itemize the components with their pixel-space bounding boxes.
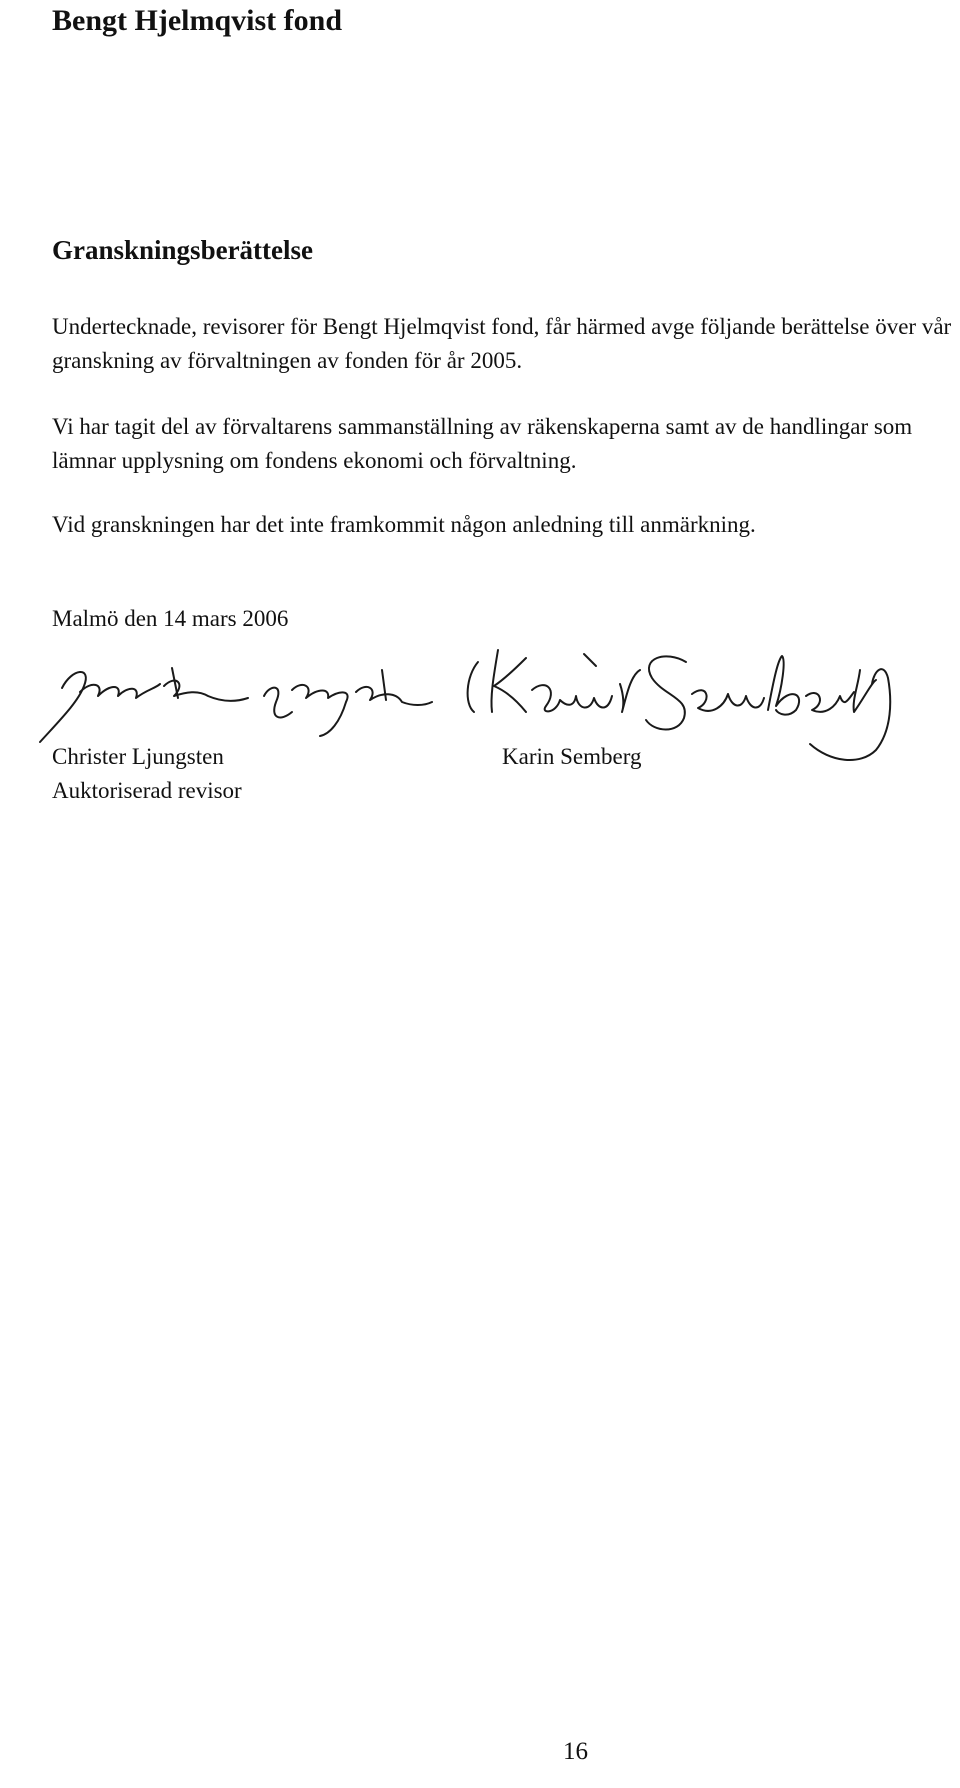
signer-name: Karin Semberg — [502, 744, 642, 769]
organization-title: Bengt Hjelmqvist fond — [52, 4, 343, 37]
paragraph-conclusion: Vid granskningen har det inte framkommit någon anledning till anmärkning. — [52, 512, 756, 537]
place-and-date: Malmö den 14 mars 2006 — [52, 606, 289, 631]
signer-name: Christer Ljungsten — [52, 744, 224, 769]
paragraph-intro: Undertecknade, revisorer för Bengt Hjelmqvist fond, får härmed avge följande berättelse över vår granskning av förvaltningen av fonden för år 2005. — [52, 314, 952, 373]
signer-block-christer — [52, 740, 242, 808]
page-number: 16 — [563, 1738, 588, 1765]
signer-role: Auktoriserad revisor — [52, 778, 242, 803]
signer-block-karin — [502, 740, 641, 774]
signature-christer-ljungsten — [40, 668, 432, 742]
section-heading: Granskningsberättelse — [52, 235, 314, 265]
paragraph-review: Vi har tagit del av förvaltarens sammanställning av räkenskaperna samt av de handlingar som lämnar upplysning om fondens ekonomi och förvaltning. — [52, 414, 913, 473]
